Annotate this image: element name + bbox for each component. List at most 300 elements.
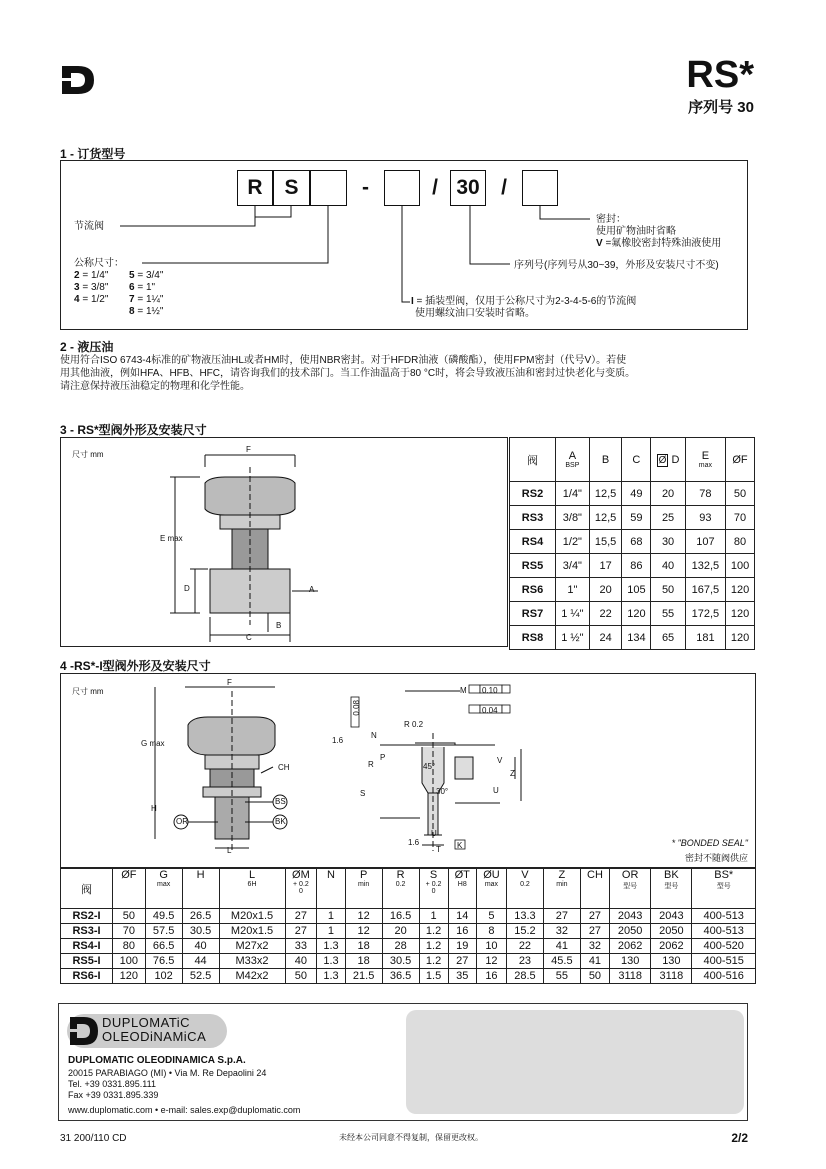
angle-30: 30° — [436, 787, 449, 796]
cell: 22 — [589, 602, 622, 626]
cell: 50 — [651, 578, 685, 602]
table-header-row — [61, 869, 756, 909]
dim-h-label: H — [151, 804, 157, 813]
code-cell-series: 30 — [450, 170, 486, 206]
cell: M20x1.5 — [219, 909, 285, 924]
header-f — [726, 438, 755, 482]
header-text: A — [568, 450, 577, 462]
cell: 26.5 — [182, 909, 219, 924]
dim-c-label: C — [246, 633, 252, 642]
cell: 27 — [285, 924, 317, 939]
cell: 15.2 — [506, 924, 543, 939]
dim-e-label: E max — [160, 534, 183, 543]
header-sub: 型号 — [623, 883, 638, 890]
seal-desc: =氟橡胶密封特殊油液使用 — [602, 238, 722, 249]
size-value: = 3/8" — [79, 282, 109, 293]
code-cell-slash2: / — [501, 176, 507, 199]
cell: 41 — [580, 954, 609, 969]
cell: 14 — [448, 909, 476, 924]
cell: 50 — [285, 969, 317, 984]
dim-ch-label: CH — [278, 763, 290, 772]
cell: 1/2" — [556, 530, 590, 554]
cell: M27x2 — [219, 939, 285, 954]
cell: 30 — [651, 530, 685, 554]
size-code: 2 — [74, 270, 80, 281]
cell: 1.2 — [419, 924, 448, 939]
header-valve — [510, 438, 556, 482]
cell: 10 — [476, 939, 506, 954]
header-text: ØT — [454, 869, 470, 881]
header-text: CH — [587, 869, 603, 881]
cell: 24 — [589, 626, 622, 650]
copyright-note: 未经本公司同意不得复制，保留更改权。 — [339, 1133, 483, 1142]
dim-t-label: T — [436, 845, 441, 854]
cell: 3118 — [651, 969, 692, 984]
cell: 68 — [622, 530, 651, 554]
cell: 30.5 — [182, 924, 219, 939]
tol-004: 0.04 — [482, 706, 498, 715]
cell: 120 — [622, 602, 651, 626]
section4-title: 4 -RS*-I型阀外形及安装尺寸 — [60, 659, 211, 673]
size-code: 4 — [74, 294, 80, 305]
seal-code: V — [596, 238, 603, 249]
cell: M20x1.5 — [219, 924, 285, 939]
cell: M42x2 — [219, 969, 285, 984]
cell: 2043 — [651, 909, 692, 924]
bs-label: BS — [275, 797, 286, 806]
cell: 120 — [726, 578, 755, 602]
cell: 55 — [543, 969, 580, 984]
cell: 50 — [726, 482, 755, 506]
insert-code: I — [411, 296, 414, 307]
page-number: 2/2 — [731, 1131, 748, 1145]
cell: 3118 — [610, 969, 651, 984]
header-bk — [651, 869, 692, 909]
section3-title: 3 - RS*型阀外形及安装尺寸 — [60, 423, 207, 437]
cell: 12 — [476, 954, 506, 969]
unit-label-4: 尺寸 mm — [72, 687, 104, 696]
cell: 181 — [685, 626, 725, 650]
cell: 400-516 — [692, 969, 756, 984]
size-code: 3 — [74, 282, 80, 293]
cell: RS3-I — [61, 924, 113, 939]
brand-line1: DUPLOMATiC — [102, 1015, 191, 1030]
cell: 17 — [589, 554, 622, 578]
seal-line2 — [596, 238, 721, 250]
header-sub: max — [698, 462, 713, 469]
company-tel: Tel. +39 0331.895.111 — [68, 1079, 156, 1089]
cell: 41 — [543, 939, 580, 954]
cell: 16 — [448, 924, 476, 939]
cell: 18 — [345, 939, 382, 954]
size-value: = 1/2" — [79, 294, 109, 305]
header-text: P — [359, 869, 368, 881]
section2-title: 2 - 液压油 — [60, 340, 114, 354]
cell: 27 — [580, 924, 609, 939]
cell: 2050 — [610, 924, 651, 939]
cell: 2050 — [651, 924, 692, 939]
size-row — [74, 270, 184, 282]
cell: 59 — [622, 506, 651, 530]
cell: RS7 — [510, 602, 556, 626]
size-code: 6 — [129, 282, 135, 293]
header-text: L — [248, 869, 256, 881]
dim-u2-label: U — [493, 786, 499, 795]
bk-label: BK — [275, 817, 286, 826]
header-text: 阀 — [527, 454, 538, 467]
header-text: BK — [664, 869, 679, 881]
cell: 28.5 — [506, 969, 543, 984]
cell: 400-520 — [692, 939, 756, 954]
rs-valve-drawing — [60, 437, 508, 647]
table-row — [510, 626, 755, 650]
header-text: D — [671, 453, 680, 466]
dim-s-label: S — [360, 789, 366, 798]
table-header-row — [510, 438, 755, 482]
header-f — [113, 869, 146, 909]
cell: 12,5 — [589, 506, 622, 530]
header-l — [219, 869, 285, 909]
fluid-line3: 请注意保持液压油稳定的物理和化学性能。 — [60, 381, 250, 392]
cell: 44 — [182, 954, 219, 969]
cell: 55 — [651, 602, 685, 626]
cell: 40 — [285, 954, 317, 969]
cell: 27 — [543, 909, 580, 924]
cell: 36.5 — [382, 969, 419, 984]
dim-f4-label: F — [227, 678, 232, 687]
cell: 1.2 — [419, 954, 448, 969]
header-text: ØU — [483, 869, 500, 881]
header-text: S — [429, 869, 438, 881]
header-s — [419, 869, 448, 909]
cell: 100 — [726, 554, 755, 578]
header-text: R — [396, 869, 405, 881]
dim-r-label: R — [368, 760, 374, 769]
header-d — [651, 438, 685, 482]
company-name: DUPLOMATIC OLEODINAMICA S.p.A. — [68, 1055, 246, 1066]
cell: 27 — [448, 954, 476, 969]
cell: 78 — [685, 482, 725, 506]
header-sub: BSP — [565, 462, 580, 469]
dim-d-label: D — [184, 584, 190, 593]
cell: 120 — [113, 969, 146, 984]
cell: 120 — [726, 602, 755, 626]
header-sub: 型号 — [716, 883, 731, 890]
table-row — [61, 969, 756, 984]
header-text: 阀 — [81, 883, 92, 896]
cell: 1" — [556, 578, 590, 602]
dim-v-label: V — [497, 756, 503, 765]
cell: 12 — [345, 924, 382, 939]
cell: 21.5 — [345, 969, 382, 984]
datum-k-label: K — [457, 841, 463, 850]
cell: 2062 — [610, 939, 651, 954]
cell: 134 — [622, 626, 651, 650]
header-sub: max — [157, 881, 171, 888]
cell: 1/4" — [556, 482, 590, 506]
cell: 35 — [448, 969, 476, 984]
header-u — [476, 869, 506, 909]
header-text: G — [159, 869, 168, 881]
insert-note — [411, 296, 636, 320]
cell: RS2-I — [61, 909, 113, 924]
cell: 30.5 — [382, 954, 419, 969]
header-sub: min — [556, 881, 568, 888]
brand-line2: OLEODiNAMiCA — [102, 1029, 207, 1044]
cell: 22 — [506, 939, 543, 954]
dim-l-label: L — [227, 846, 232, 855]
header-sub2: 0 — [431, 888, 436, 895]
cell: 12 — [345, 909, 382, 924]
header-n — [317, 869, 345, 909]
cell: 1 — [317, 909, 345, 924]
header-text: C — [632, 453, 641, 466]
dim-m-label: M — [460, 686, 467, 695]
cell: 2043 — [610, 909, 651, 924]
size-value: = 1¼" — [134, 294, 164, 305]
size-value: = 1½" — [134, 306, 164, 317]
header-h — [182, 869, 219, 909]
header-a — [556, 438, 590, 482]
cell: 100 — [113, 954, 146, 969]
header-sub: H8 — [457, 881, 467, 888]
rs-dimensions-table — [509, 437, 755, 650]
fluid-line2: 用其他油液，例如HFA、HFB、HFC，请咨询我们的技术部门。当工作油温高于80 °C时，将会导致液压油和密封过快老化与变质。 — [60, 368, 636, 379]
cell: 20 — [651, 482, 685, 506]
code-cell-r: R — [237, 170, 273, 206]
table-row — [61, 909, 756, 924]
header-text: Z — [558, 869, 566, 881]
cell: RS3 — [510, 506, 556, 530]
cell: 20 — [589, 578, 622, 602]
duplomatic-logo-icon — [60, 62, 96, 98]
size-code: 8 — [129, 306, 135, 317]
header-t — [448, 869, 476, 909]
table-row — [510, 602, 755, 626]
cell: 86 — [622, 554, 651, 578]
cell: 76.5 — [145, 954, 182, 969]
cell: 52.5 — [182, 969, 219, 984]
code-cell-slash1: / — [432, 176, 438, 199]
dim-f-label: F — [246, 445, 251, 454]
header-text: V — [521, 869, 529, 881]
insert-line1 — [411, 296, 636, 308]
cell: 16 — [476, 969, 506, 984]
cell: 1.2 — [419, 939, 448, 954]
cell: 45.5 — [543, 954, 580, 969]
code-cell-dash: - — [362, 176, 369, 199]
header-z — [543, 869, 580, 909]
cell: 18 — [345, 954, 382, 969]
angle-45: 45° — [423, 762, 436, 771]
header-text: N — [327, 869, 335, 881]
cell: 23 — [506, 954, 543, 969]
tol-010: 0.10 — [482, 686, 498, 695]
cell: 16.5 — [382, 909, 419, 924]
company-address: 20015 PARABIAGO (MI) • Via M. Re Depaolini 24 — [68, 1068, 267, 1078]
cell: 40 — [182, 939, 219, 954]
header-sub2: 0 — [298, 888, 303, 895]
header-b — [589, 438, 622, 482]
header-text: ØF — [121, 869, 137, 881]
cell: RS8 — [510, 626, 556, 650]
header-text: ØM — [292, 869, 310, 881]
code-cell-s: S — [273, 170, 310, 206]
header-sub: 6H — [247, 881, 257, 888]
header-c — [622, 438, 651, 482]
header-v — [506, 869, 543, 909]
header-text: H — [196, 869, 205, 881]
cell: 28 — [382, 939, 419, 954]
roughness-2: 1.6 — [408, 838, 420, 847]
cell: 1.5 — [419, 969, 448, 984]
cell: 1 — [317, 924, 345, 939]
company-contact — [68, 1068, 266, 1101]
cell: RS4 — [510, 530, 556, 554]
header-sub: + 0.2 — [293, 881, 309, 888]
size-value: = 3/4" — [134, 270, 164, 281]
cell: M33x2 — [219, 954, 285, 969]
header-sub: 型号 — [664, 883, 679, 890]
size-code: 7 — [129, 294, 135, 305]
cell: 32 — [543, 924, 580, 939]
header-text: OR — [621, 869, 639, 881]
cell: 1.3 — [317, 939, 345, 954]
table-row — [61, 924, 756, 939]
cell: 80 — [726, 530, 755, 554]
company-web-email[interactable]: www.duplomatic.com • e-mail: sales.exp@duplomatic.com — [68, 1105, 301, 1115]
dim-g-label: G max — [141, 739, 165, 748]
cell: 2062 — [651, 939, 692, 954]
cell: 32 — [580, 939, 609, 954]
header-bs — [692, 869, 756, 909]
size-row — [74, 306, 184, 318]
cell: 102 — [145, 969, 182, 984]
table-row — [61, 954, 756, 969]
header-sub: + 0.2 — [425, 881, 442, 888]
nominal-size-label: 公称尺寸： — [74, 258, 124, 269]
table-row — [510, 506, 755, 530]
insert-desc: = 插装型阀，仅用于公称尺寸为2-3-4-5-6的节流阀 — [413, 296, 637, 307]
cell: 15,5 — [589, 530, 622, 554]
cell: 5 — [476, 909, 506, 924]
dim-r02-label: R 0.2 — [404, 720, 424, 729]
document-code: 31 200/110 CD — [60, 1133, 127, 1144]
seal-line1: 使用矿物油时省略 — [596, 226, 676, 237]
table-row — [510, 530, 755, 554]
header-sub: min — [358, 881, 370, 888]
cell: 1.3 — [317, 969, 345, 984]
bonded-seal-note: 密封不随阀供应 — [684, 853, 748, 863]
dim-a-label: A — [309, 585, 315, 594]
cell: RS6 — [510, 578, 556, 602]
header-or — [610, 869, 651, 909]
company-fax: Fax +39 0331.895.339 — [68, 1090, 159, 1100]
cell: 167,5 — [685, 578, 725, 602]
header-text: ØF — [732, 453, 748, 466]
size-row — [74, 294, 184, 306]
cell: 93 — [685, 506, 725, 530]
cell: 20 — [382, 924, 419, 939]
size-list — [74, 270, 184, 318]
cell: 3/8" — [556, 506, 590, 530]
cell: 130 — [651, 954, 692, 969]
cell: 25 — [651, 506, 685, 530]
header-g — [145, 869, 182, 909]
dim-n-label: N — [371, 731, 377, 740]
cell: 3/4" — [556, 554, 590, 578]
cell: 49 — [622, 482, 651, 506]
cell: 105 — [622, 578, 651, 602]
header-text: B — [601, 453, 610, 466]
header-sub: 0.2 — [395, 881, 406, 888]
cell: 1 — [419, 909, 448, 924]
cell: 130 — [610, 954, 651, 969]
diameter-icon: Ø — [658, 454, 667, 466]
series-note: 序列号(序列号从30~39，外形及安装尺寸不变) — [514, 260, 719, 271]
header-text: E — [701, 450, 710, 462]
cell: 1 ¼" — [556, 602, 590, 626]
tol-008: 0.08 — [352, 700, 361, 716]
size-value: = 1/4" — [79, 270, 109, 281]
table-row — [510, 482, 755, 506]
cell: 400-513 — [692, 909, 756, 924]
cell: 65 — [651, 626, 685, 650]
cell: 8 — [476, 924, 506, 939]
cell: 1.3 — [317, 954, 345, 969]
size-value: = 1" — [134, 282, 156, 293]
cell: 27 — [285, 909, 317, 924]
header-ch — [580, 869, 609, 909]
cell: 400-513 — [692, 924, 756, 939]
cell: 400-515 — [692, 954, 756, 969]
dim-b-label: B — [276, 621, 282, 630]
throttle-label: 节流阀 — [74, 221, 104, 232]
cell: RS5-I — [61, 954, 113, 969]
cell: 50 — [113, 909, 146, 924]
brand-name — [102, 1016, 206, 1044]
cell: RS5 — [510, 554, 556, 578]
cell: 27 — [580, 909, 609, 924]
header-sub: 0.2 — [520, 881, 530, 888]
table-row — [510, 554, 755, 578]
cell: RS6-I — [61, 969, 113, 984]
roughness-1: 1.6 — [332, 736, 344, 745]
header-text: BS* — [714, 869, 734, 881]
section1-title: 1 - 订货型号 — [60, 147, 126, 161]
unit-label: 尺寸 mm — [72, 450, 104, 459]
cell: 49.5 — [145, 909, 182, 924]
header-p — [345, 869, 382, 909]
cell: 172,5 — [685, 602, 725, 626]
seal-title: 密封： — [596, 214, 626, 225]
header-m — [285, 869, 317, 909]
bonded-seal-label: * "BONDED SEAL" — [671, 838, 748, 848]
page-subtitle: 序列号 30 — [688, 99, 754, 116]
cell: 1 ½" — [556, 626, 590, 650]
cell: RS2 — [510, 482, 556, 506]
header-e — [685, 438, 725, 482]
footer-grey-panel — [406, 1010, 744, 1114]
table-row — [510, 578, 755, 602]
header-valve — [61, 869, 113, 909]
cell: 70 — [113, 924, 146, 939]
rs-i-dimensions-table — [60, 868, 756, 984]
cell: 66.5 — [145, 939, 182, 954]
table-row — [61, 939, 756, 954]
dim-u-label: U — [431, 829, 437, 838]
cell: 80 — [113, 939, 146, 954]
